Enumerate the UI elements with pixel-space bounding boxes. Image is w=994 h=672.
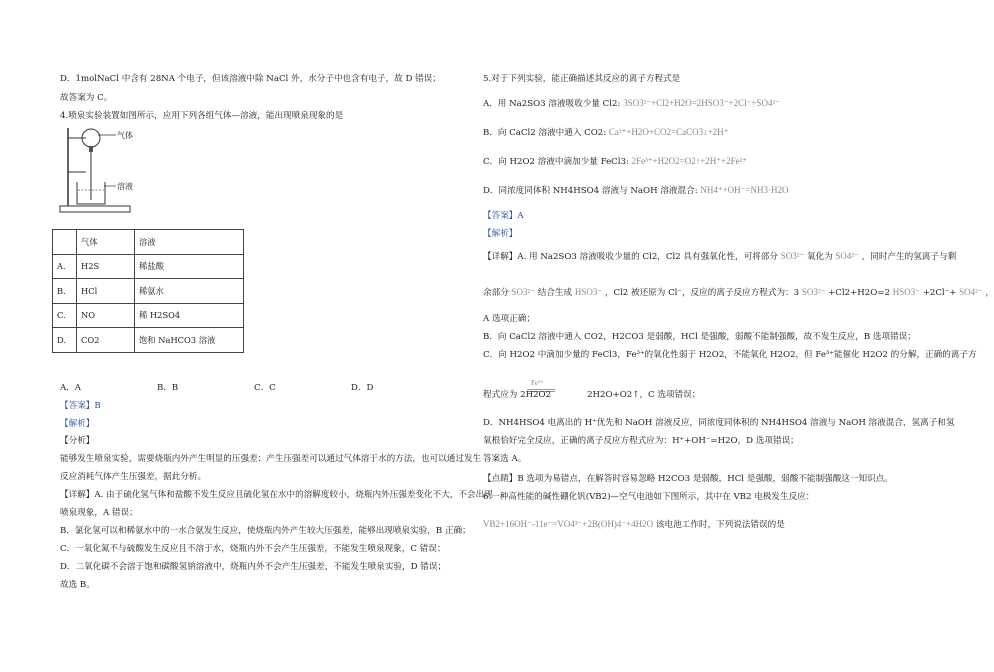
q6-equation-line [483, 519, 785, 531]
table-header-cell [53, 230, 77, 255]
q4-stem: 4.喷泉实验装置如图所示，应用下列各组气体—溶液，能出现喷泉现象的是 [60, 111, 344, 121]
table-cell: HCl [77, 279, 135, 304]
q5-detail-4: B．向 CaCl2 溶液中通入 CO2，H2CO3 是弱酸，HCl 是强酸，弱酸不能制强酸，故不发生反应，B 选项错误； [483, 332, 916, 342]
q4-analysis-tag: 【解析】 [60, 419, 95, 429]
q4-detail-3: B．氯化氢可以和稀氨水中的一水合氨发生反应，使烧瓶内外产生较大压强差，能够出现喷泉实验，B 正确； [60, 526, 471, 536]
q5-detail-5: C．向 H2O2 中滴加少量的 FeCl3，Fe³⁺的氧化性弱于 H2O2，不能氧化 H2O2，但 Fe³⁺能催化 H2O2 的分解，正确的离子方 [483, 350, 977, 360]
q5-option-a-text: A．用 Na2SO3 溶液吸收少量 Cl2: [483, 99, 621, 109]
q5-detail-2-a: 余部分 [483, 288, 509, 298]
q6-equation: VB2+16OH⁻-11e⁻=VO4³⁻+2B(OH)4⁻+4H2O [483, 519, 654, 529]
q5-detail-7: D．NH4HSO4 电离出的 H⁺优先和 NaOH 溶液反应，同浓度同体积的 NH4HSO4 溶液与 NaOH 溶液混合，氢离子和氢 [483, 418, 955, 428]
q5-detail-2-b: 结合生成 [537, 288, 573, 298]
q5-option-d-equation: NH4⁺+OH⁻=NH3·H2O [700, 185, 789, 195]
q5-detail-2-d: +Cl2+H2O=2 [828, 288, 890, 298]
bisulfite-ion: HSO3⁻ [892, 287, 920, 297]
q5-detail-8: 氧根恰好完全反应，正确的离子反应方程式应为：H⁺+OH⁻=H2O，D 选项错误； [483, 436, 799, 446]
table-header-cell: 气体 [77, 230, 135, 255]
catalyst-label [531, 378, 544, 389]
q5-detail-3: A 选项正确； [483, 314, 535, 324]
label-solution: 溶液 [117, 182, 133, 191]
q5-detail-1-b: 氧化为 [806, 252, 833, 262]
q4-option-b: B．B [157, 383, 179, 393]
stand-base [60, 206, 130, 212]
q5-detail-6 [483, 390, 700, 401]
table-cell: 稀氨水 [135, 279, 244, 304]
q4-answer: 【答案】B [60, 401, 101, 411]
table-cell: 稀盐酸 [135, 254, 244, 279]
table-cell: H2S [77, 254, 135, 279]
sulfite-ion: SO3²⁻ [780, 251, 805, 261]
q3-option-d-text: D．1molNaCl 中含有 28NA 个电子，但该溶液中除 NaCl 外，水分子中也含有电子，故 D 错误； [60, 74, 441, 84]
table-cell: NO [77, 303, 135, 328]
q5-detail-6-a: 程式应为 2H2O2 [483, 390, 552, 400]
q5-analysis-tag: 【解析】 [483, 229, 518, 239]
fountain-apparatus-figure [58, 124, 142, 216]
q4-option-a: A．A [60, 383, 82, 393]
q5-detail-2-e: +2Cl⁻+ [922, 288, 957, 298]
q5-option-b [483, 127, 728, 139]
sulfite-ion: SO3²⁻ [801, 287, 826, 297]
q6-stem: 6.一种高性能的碱性硼化钒(VB2)—空气电池如下图所示，其中在 VB2 电极发生反应： [483, 492, 815, 502]
q5-option-c [483, 156, 747, 168]
table-row [53, 303, 244, 328]
q5-option-b-text: B．向 CaCl2 溶液中通入 CO2: [483, 128, 607, 138]
q4-fenxi-2: 反应消耗气体产生压强差，据此分析。 [60, 472, 207, 482]
catalyst-fe3: Fe³⁺ [531, 379, 544, 387]
bisulfite-ion: HSO3⁻ [574, 287, 603, 297]
table-cell: D. [53, 328, 77, 353]
q5-stem: 5.对于下列实验，能正确描述其反应的离子方程式是 [483, 74, 681, 84]
table-cell: C. [53, 303, 77, 328]
q4-fenxi-1: 能够发生喷泉实验，需要烧瓶内外产生明显的压强差；产生压强差可以通过气体溶于水的方法，也可以通过发生 [60, 454, 482, 464]
q3-conclusion: 故答案为 C。 [60, 93, 113, 103]
q5-option-c-text: C．向 H2O2 溶液中滴加少量 FeCl3: [483, 157, 629, 167]
q5-detail-9: 答案选 A。 [483, 454, 527, 464]
flask-stopper [89, 146, 93, 152]
table-cell: B. [53, 279, 77, 304]
q5-detail-2 [483, 287, 994, 299]
q5-option-a-equation: 3SO3²⁻+Cl2+H2O=2HSO3⁻+2Cl⁻+SO4²⁻ [623, 98, 780, 108]
label-gas: 气体 [117, 131, 133, 140]
q5-detail-2-f: ， [985, 288, 994, 298]
table-cell: 饱和 NaHCO3 溶液 [135, 328, 244, 353]
q4-option-d: D．D [351, 383, 374, 393]
table-cell: A. [53, 254, 77, 279]
q5-detail-2-c: ，Cl2 被还原为 Cl⁻，反应的离子反应方程式为：3 [604, 288, 800, 298]
table-cell: CO2 [77, 328, 135, 353]
table-row [53, 279, 244, 304]
q5-option-b-equation: Ca²⁺+H2O+CO2=CaCO3↓+2H⁺ [608, 127, 729, 137]
q4-detail-4: C．一氧化氮不与硫酸发生反应且不溶于水，烧瓶内外不会产生压强差，不能发生喷泉现象，C 错误； [60, 544, 446, 554]
q4-fenxi-tag: 【分析】 [60, 436, 95, 446]
q4-detail-6: 故选 B。 [60, 580, 95, 590]
q5-detail-1-c: ，同时产生的氢离子与剩 [861, 252, 957, 262]
q4-options-table [52, 229, 244, 353]
q4-detail-2: 喷泉现象，A 错误； [60, 508, 138, 518]
q4-detail-1: 【详解】A. 由于硫化氢气体和盐酸不发生反应且硫化氢在水中的溶解度较小，烧瓶内外压强差变化不大，不会出现 [60, 490, 493, 500]
table-row [53, 328, 244, 353]
q4-option-c: C．C [254, 383, 276, 393]
table-header-cell: 溶液 [135, 230, 244, 255]
q5-detail-1 [483, 251, 956, 263]
q4-detail-5: D．二氧化碳不会溶于饱和碳酸氢钠溶液中，烧瓶内外不会产生压强差，不能发生喷泉实验，D 错误； [60, 562, 447, 572]
table-header-row [53, 230, 244, 255]
q5-detail-6-b: 2H2O+O2↑，C 选项错误； [587, 390, 701, 400]
q5-detail-1-a: 【详解】A. 用 Na2SO3 溶液吸收少量的 Cl2，Cl2 具有强氧化性，可将部分 [483, 252, 778, 262]
q5-answer: 【答案】A [483, 211, 524, 221]
q5-option-d-text: D．同浓度同体积 NH4HSO4 溶液与 NaOH 溶液混合: [483, 186, 698, 196]
sulfate-ion: SO4²⁻ [959, 287, 983, 297]
q5-option-c-equation: 2Fe³⁺+H2O2=O2↑+2H⁺+2Fe²⁺ [631, 156, 748, 166]
table-cell: 稀 H2SO4 [135, 303, 244, 328]
table-row [53, 254, 244, 279]
q6-tail: 该电池工作时，下列说法错误的是 [655, 520, 785, 530]
q5-option-a [483, 98, 780, 110]
q5-option-d [483, 185, 788, 197]
q5-dianjing: 【点睛】B 选项为易错点，在解答时容易忽略 H2CO3 是弱酸，HCl 是强酸，弱酸不能制强酸这一知识点。 [483, 474, 893, 484]
sulfate-ion: SO4²⁻ [835, 251, 859, 261]
sulfite-ion: SO3²⁻ [511, 287, 535, 297]
